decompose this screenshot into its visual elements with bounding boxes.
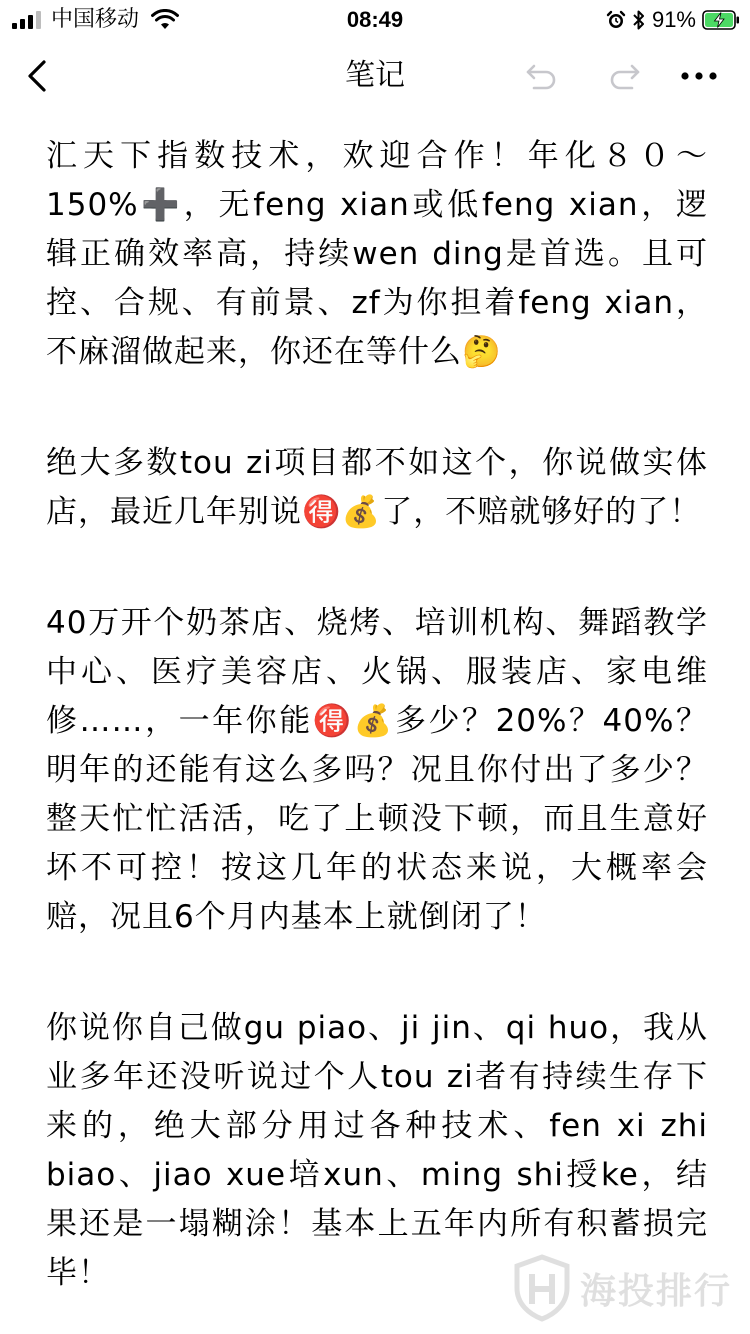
note-body[interactable] <box>46 132 708 1298</box>
battery-charging-icon <box>702 10 740 30</box>
status-bar <box>0 0 750 40</box>
watermark <box>512 1252 744 1324</box>
paragraph-spacer <box>46 537 708 599</box>
undo-icon[interactable] <box>524 58 558 94</box>
carrier-name: 中国移动 <box>51 7 140 32</box>
nav-bar <box>0 40 750 112</box>
watermark-text: 海投排行 <box>580 1270 733 1312</box>
battery-percent: 91% <box>651 7 696 32</box>
shield-logo-icon <box>512 1254 572 1322</box>
status-right <box>606 6 740 34</box>
more-icon[interactable] <box>680 66 718 86</box>
page-title: 笔记 <box>345 58 405 93</box>
bluetooth-icon <box>632 9 646 31</box>
note-paragraph-4: 你说你自己做gu piao、ji jin、qi huo，我从业多年还没听说过个人tou zi者有持续生存下来的，绝大部分用过各种技术、fen xi zhi biao、jiao xue培xun、ming shi授ke，结果还是一塌糊涂！基本上五年内所有积蓄损完毕！ <box>46 1010 708 1291</box>
note-paragraph-2: 绝大多数tou zi项目都不如这个，你说做实体店，最近几年别说🉐💰了，不赔就够好的了！ <box>46 445 708 530</box>
status-time: 08:49 <box>346 7 404 32</box>
alarm-icon <box>606 10 626 30</box>
redo-icon[interactable] <box>608 58 642 94</box>
note-paragraph-3: 40万开个奶茶店、烧烤、培训机构、舞蹈教学中心、医疗美容店、火锅、服装店、家电维修……，一年你能🉐💰多少？20%？40%？明年的还能有这么多吗？况且你付出了多少？整天忙忙活活，吃了上顿没下顿，而且生意好坏不可控！按这几年的状态来说，大概率会赔，况且6个月内基本上就倒闭了！ <box>46 605 708 935</box>
paragraph-spacer <box>46 377 708 439</box>
note-paragraph-1: 汇天下指数技术，欢迎合作！年化８０～150%➕，无feng xian或低feng xian，逻辑正确效率高，持续wen ding是首选。且可控、合规、有前景、zf为你担着feng xian，不麻溜做起来，你还在等什么🤔 <box>46 138 708 370</box>
paragraph-spacer <box>46 942 708 1004</box>
